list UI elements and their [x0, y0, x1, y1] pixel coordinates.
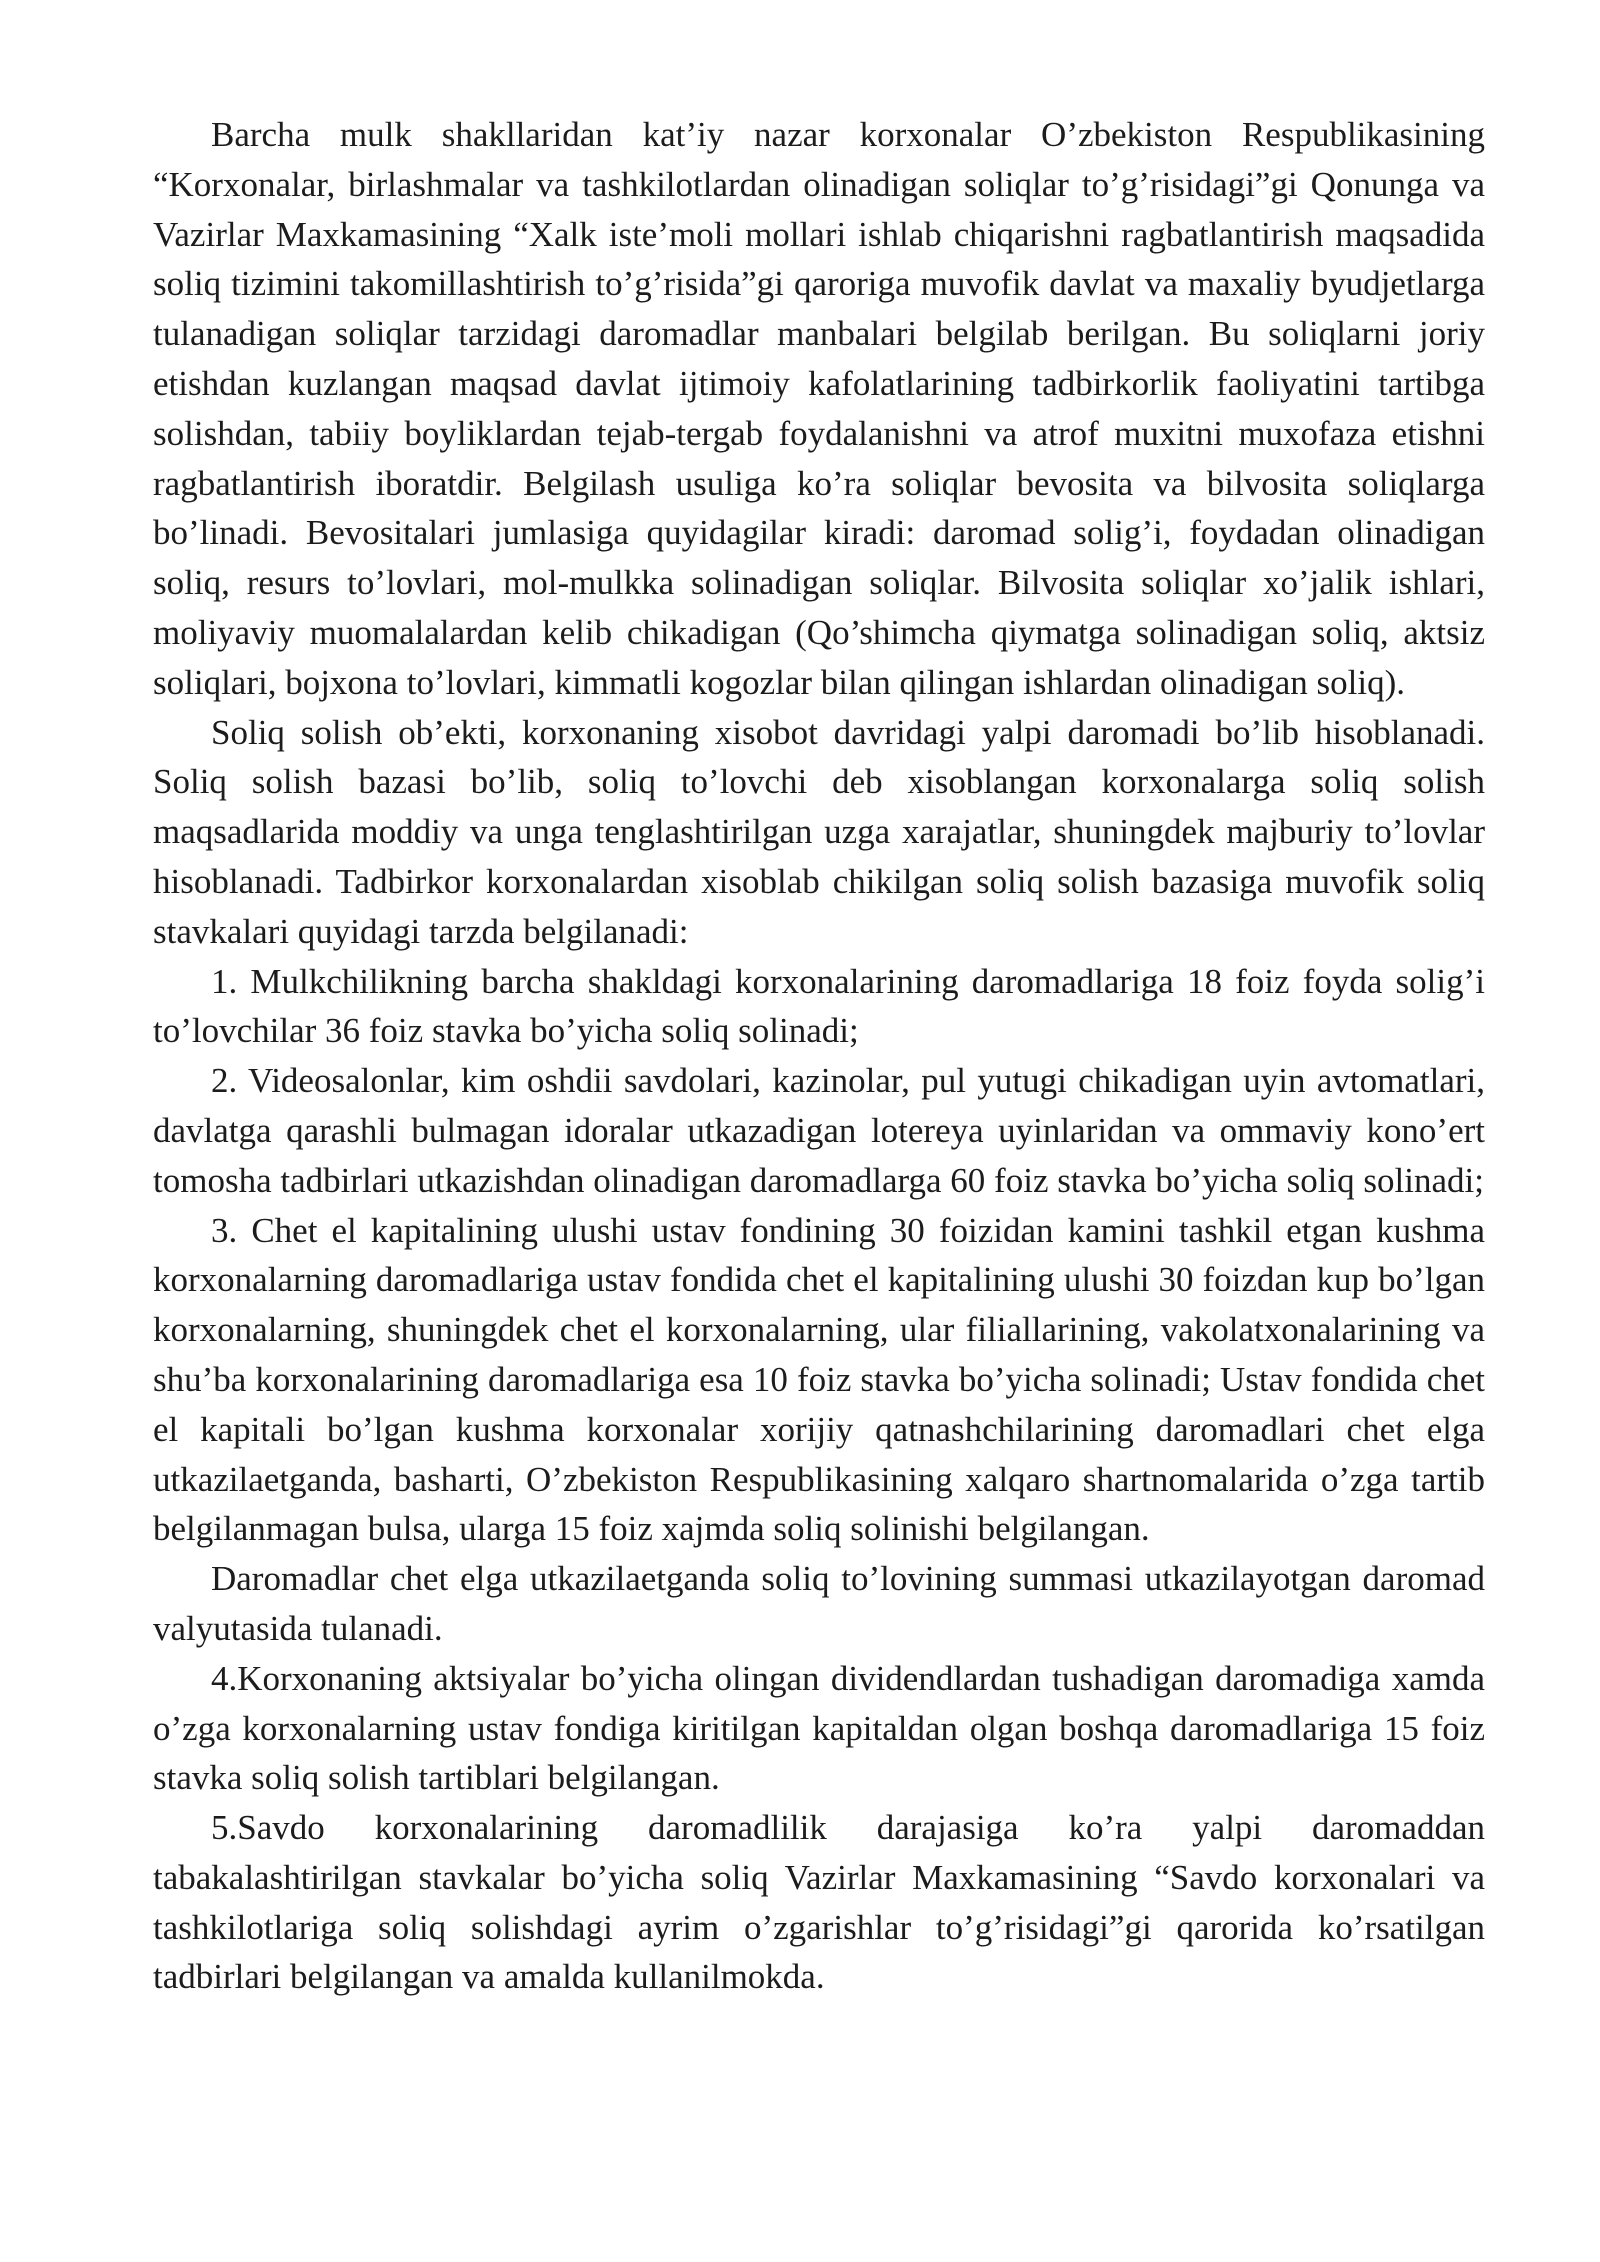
paragraph-item-1: 1. Mulkchilikning barcha shakldagi korxonalarining daromadlariga 18 foiz foyda solig’i to’lovchilar 36 foiz stavka bo’yicha soliq solinadi; — [153, 961, 1485, 1051]
paragraph-currency: Daromadlar chet elga utkazilaetganda soliq to’lovining summasi utkazilayotgan daromad valyutasida tulanadi. — [153, 1559, 1485, 1648]
paragraph-tax-object: Soliq solish ob’ekti, korxonaning xisobot davridagi yalpi daromadi bo’lib hisoblanadi. Soliq solish bazasi bo’lib, soliq to’lovchi deb xisoblangan korxonalarga soliq solish maqsadlarida moddiy va unga tenglashtirilgan uzga xarajatlar, shuningdek majburiy to’lovlar hisoblanadi. Tadbirkor korxonalardan xisoblab chikilgan soliq solish bazasiga muvofik soliq stavkalari quyidagi tarzda belgilanadi: — [153, 712, 1485, 951]
paragraph-item-4: 4.Korxonaning aktsiyalar bo’yicha olingan dividendlardan tushadigan daromadiga xamda o’zga korxonalarning ustav fondiga kiritilgan kapitaldan olgan boshqa daromadlariga 15 foiz stavka soliq solish tartiblari belgilangan. — [153, 1658, 1485, 1798]
paragraph-item-5: 5.Savdo korxonalarining daromadlilik darajasiga ko’ra yalpi daromaddan tabakalashtirilgan stavkalar bo’yicha soliq Vazirlar Maxkamasining “Savdo korxonalari va tashkilotlariga soliq solishdagi ayrim o’zgarishlar to’g’risidagi”gi qarorida ko’rsatilgan tadbirlari belgilangan va amalda kullanilmokda. — [153, 1808, 1485, 1997]
document-page — [153, 110, 1485, 2002]
paragraph-item-2: 2. Videosalonlar, kim oshdii savdolari, kazinolar, pul yutugi chikadigan uyin avtomatlari, davlatga qarashli bulmagan idoralar utkazadigan lotereya uyinlaridan va ommaviy kono’ert tomosha tadbirlari utkazishdan olinadigan daromadlarga 60 foiz stavka bo’yicha soliq solinadi; — [153, 1061, 1485, 1200]
paragraph-tax-sources: Barcha mulk shakllaridan kat’iy nazar korxonalar O’zbekiston Respublikasining “Korxonalar, birlashmalar va tashkilotlardan olinadigan soliqlar to’g’risidagi”gi Qonunga va Vazirlar Maxkamasining “Xalk iste’moli mollari ishlab chiqarishni ragbatlantirish maqsadida soliq tizimini takomillashtirish to’g’risida”gi qaroriga muvofik davlat va maxaliy byudjetlarga tulanadigan soliqlar tarzidagi daromadlar manbalari belgilab berilgan. Bu soliqlarni joriy etishdan kuzlangan maqsad davlat ijtimoiy kafolatlarining tadbirkorlik faoliyatini tartibga solishdan, tabiiy boyliklardan tejab-tergab foydalanishni va atrof muxitni muxofaza etishni ragbatlantirish iboratdir. Belgilash usuliga ko’ra soliqlar bevosita va bilvosita soliqlarga bo’linadi. Bevositalari jumlasiga quyidagilar kiradi: daromad solig’i, foydadan olinadigan soliq, resurs to’lovlari, mol-mulkka solinadigan soliqlar. Bilvosita soliqlar xo’jalik ishlari, moliyaviy muomalalardan kelib chikadigan (Qo’shimcha qiymatga solinadigan soliq, aktsiz soliqlari, bojxona to’lovlari, kimmatli kogozlar bilan qilingan ishlardan olinadigan soliq). — [153, 115, 1485, 702]
paragraph-item-3: 3. Chet el kapitalining ulushi ustav fondining 30 foizidan kamini tashkil etgan kushma korxonalarning daromadlariga ustav fondida chet el kapitalining ulushi 30 foizdan kup bo’lgan korxonalarning, shuningdek chet el korxonalarning, ular filiallarining, vakolatxonalarining va shu’ba korxonalarining daromadlariga esa 10 foiz stavka bo’yicha solinadi; Ustav fondida chet el kapitali bo’lgan kushma korxonalar xorijiy qatnashchilarining daromadlari chet elga utkazilaetganda, basharti, O’zbekiston Respublikasining xalqaro shartnomalarida o’zga tartib belgilanmagan bulsa, ularga 15 foiz xajmda soliq solinishi belgilangan. — [153, 1210, 1485, 1549]
